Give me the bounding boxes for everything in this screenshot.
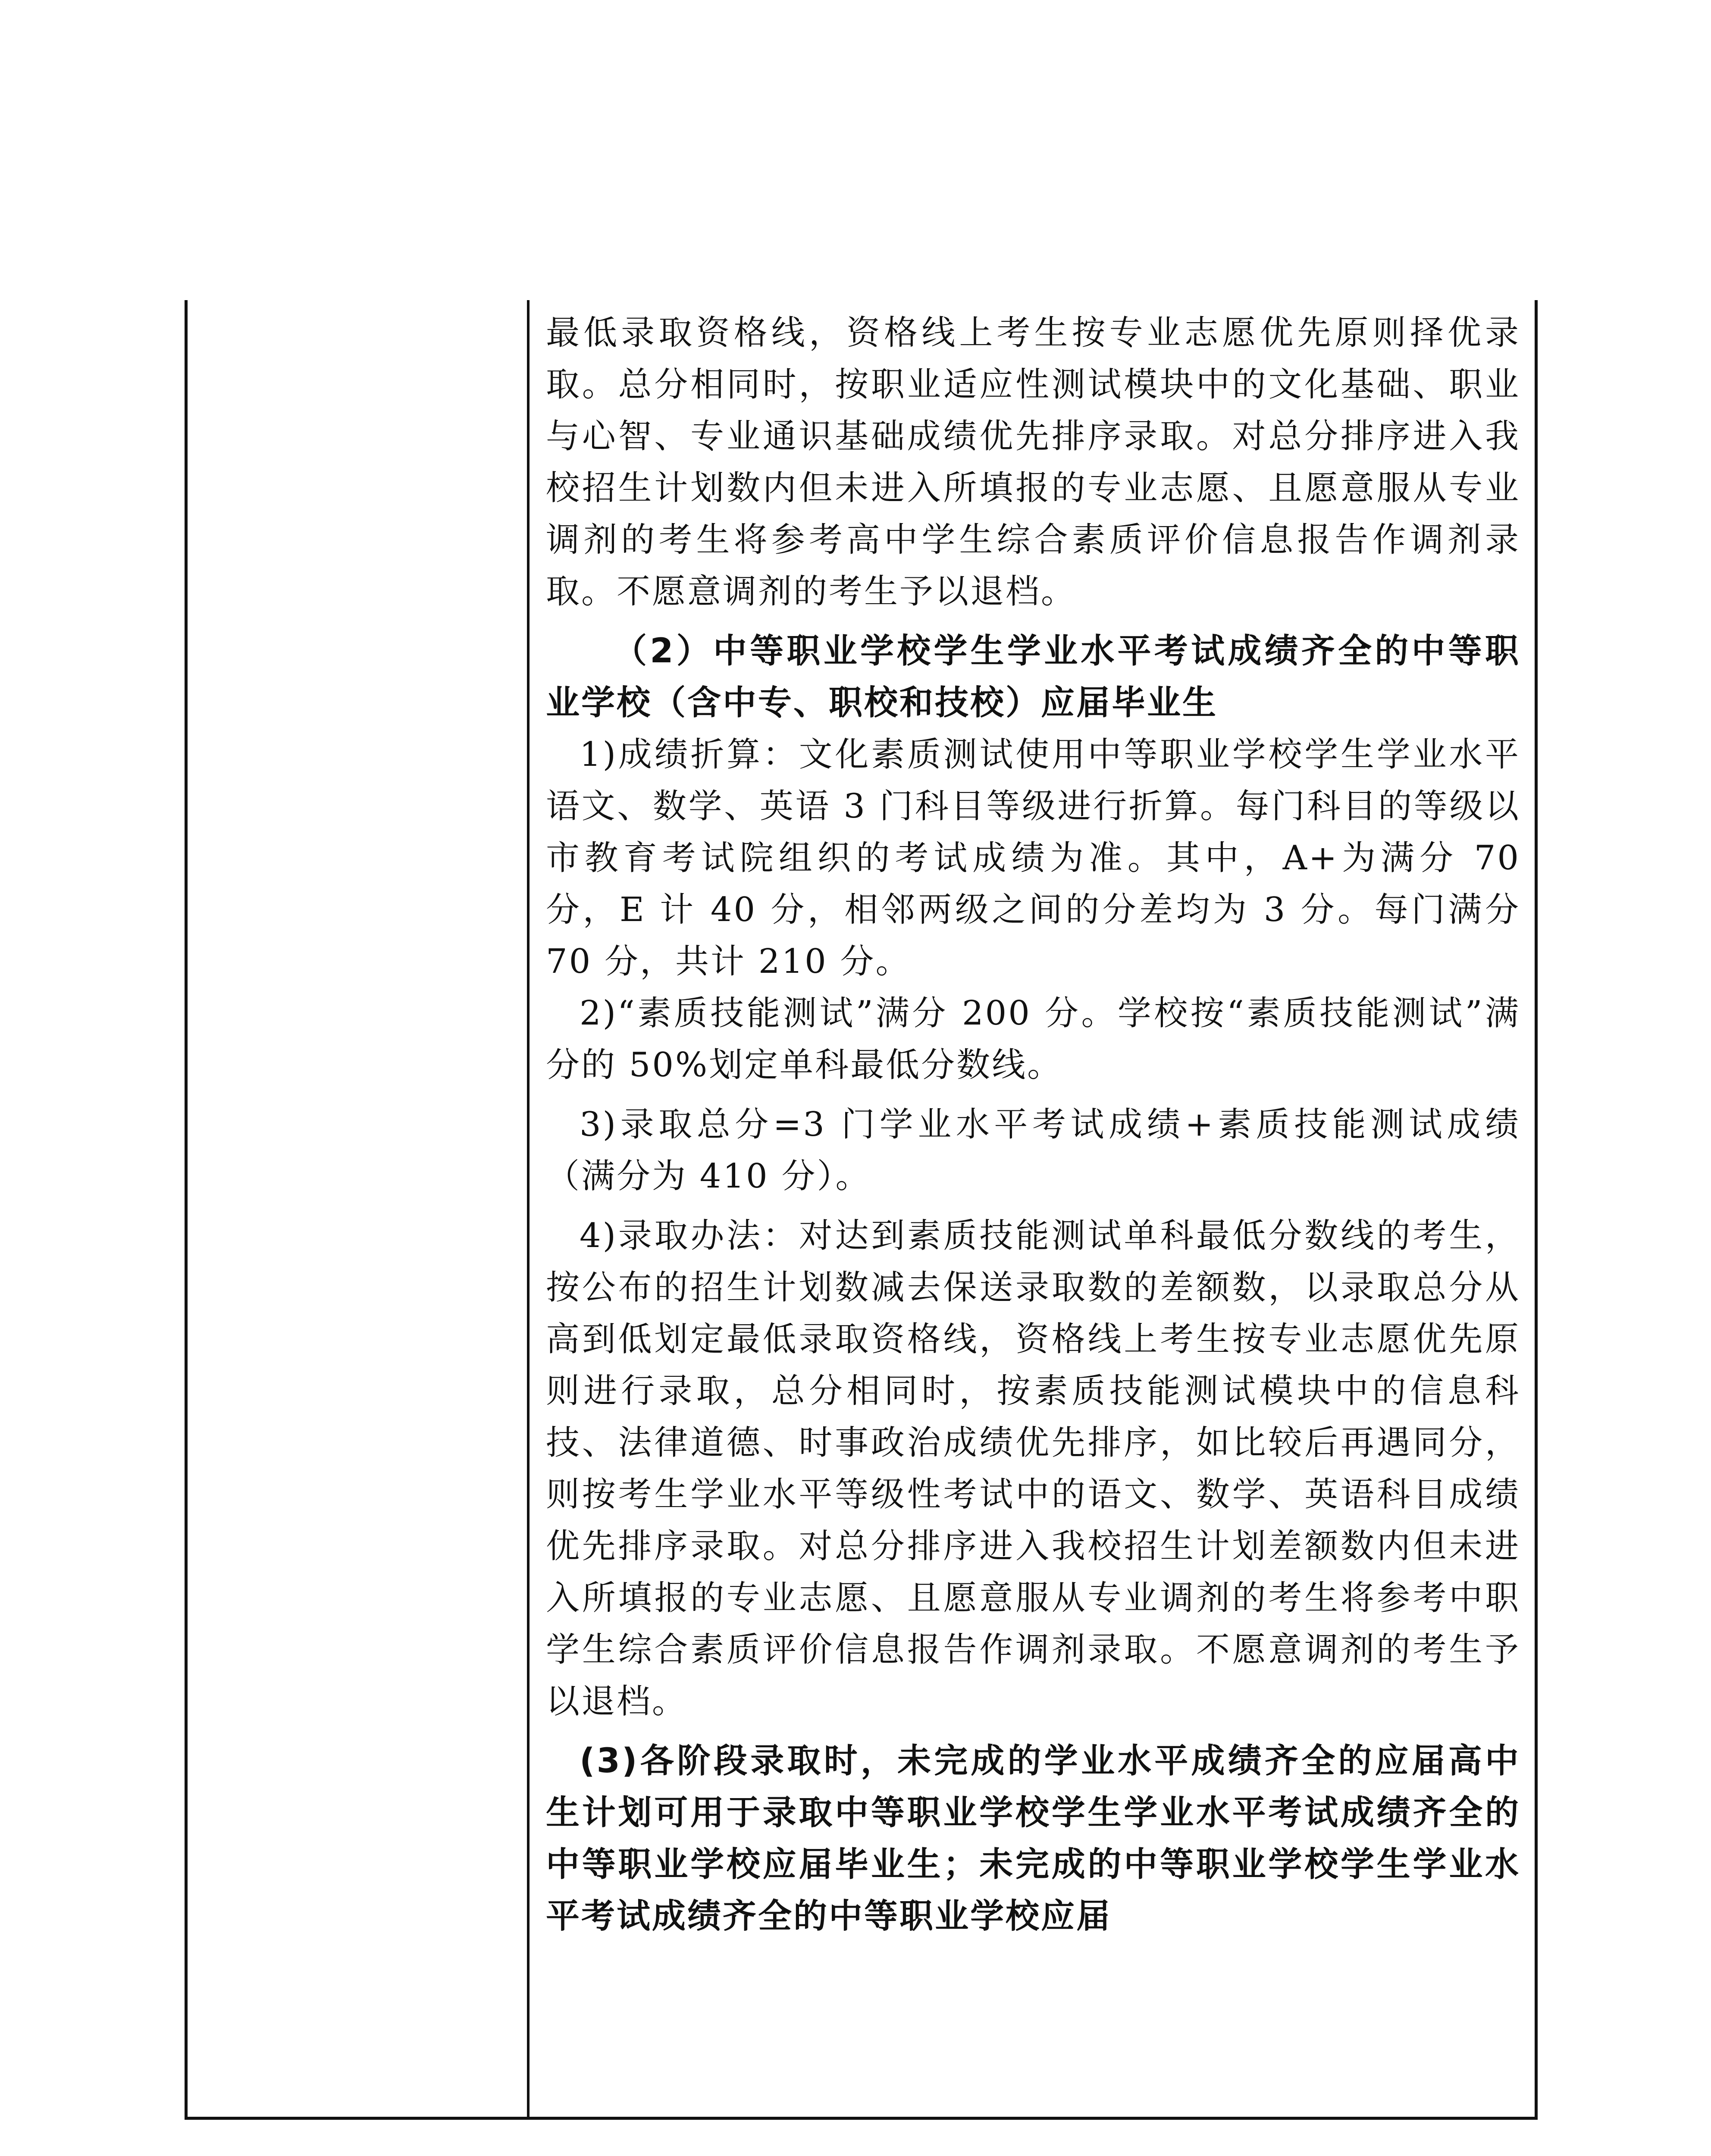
paragraph-admission-rule: 最低录取资格线，资格线上考生按专业志愿优先原则择优录取。总分相同时，按职业适应性测试模块中的文化基础、职业与心智、专业通识基础成绩优先排序录取。对总分排序进入我校招生计划数内但未进入所填报的专业志愿、且愿意服从专业调剂的考生将参考高中学生综合素质评价信息报告作调剂录取。不愿意调剂的考生予以退档。 <box>546 313 1520 611</box>
item-admission-method: 4)录取办法：对达到素质技能测试单科最低分数线的考生，按公布的招生计划数减去保送录取数的差额数，以录取总分从高到低划定最低录取资格线，资格线上考生按专业志愿优先原则进行录取，总分相同时，按素质技能测试模块中的信息科技、法律道德、时事政治成绩优先排序，如比较后再遇同分，则按考生学业水平等级性考试中的语文、数学、英语科目成绩优先排序录取。对总分排序进入我校招生计划差额数内但未进入所填报的专业志愿、且愿意服从专业调剂的考生将参考中职学生综合素质评价信息报告作调剂录取。不愿意调剂的考生予以退档。 <box>546 1216 1520 1721</box>
section-heading-3: (3)各阶段录取时，未完成的学业水平成绩齐全的应届高中生计划可用于录取中等职业学校学生学业水平考试成绩齐全的中等职业学校应届毕业生；未完成的中等职业学校学生学业水平考试成绩齐全的中等职业学校应届 <box>546 1742 1520 1936</box>
item-skill-test: 2)“素质技能测试”满分 200 分。学校按“素质技能测试”满分的 50%划定单科最低分数线。 <box>546 994 1520 1084</box>
item-total-score: 3)录取总分=3 门学业水平考试成绩+素质技能测试成绩（满分为 410 分）。 <box>546 1105 1520 1196</box>
table-cell-left <box>188 300 527 2117</box>
item-score-conversion: 1)成绩折算：文化素质测试使用中等职业学校学生学业水平语文、数学、英语 3 门科目等级进行折算。每门科目的等级以市教育考试院组织的考试成绩为准。其中，A+为满分 70 分，E 计 40 分，相邻两级之间的分差均为 3 分。每门满分 70 分，共计 210 分。 <box>546 735 1520 981</box>
section-heading-2: （2）中等职业学校学生学业水平考试成绩齐全的中等职业学校（含中专、职校和技校）应届毕业生 <box>546 632 1520 722</box>
column-divider <box>527 300 530 2120</box>
table-cell-content <box>546 307 1520 1942</box>
